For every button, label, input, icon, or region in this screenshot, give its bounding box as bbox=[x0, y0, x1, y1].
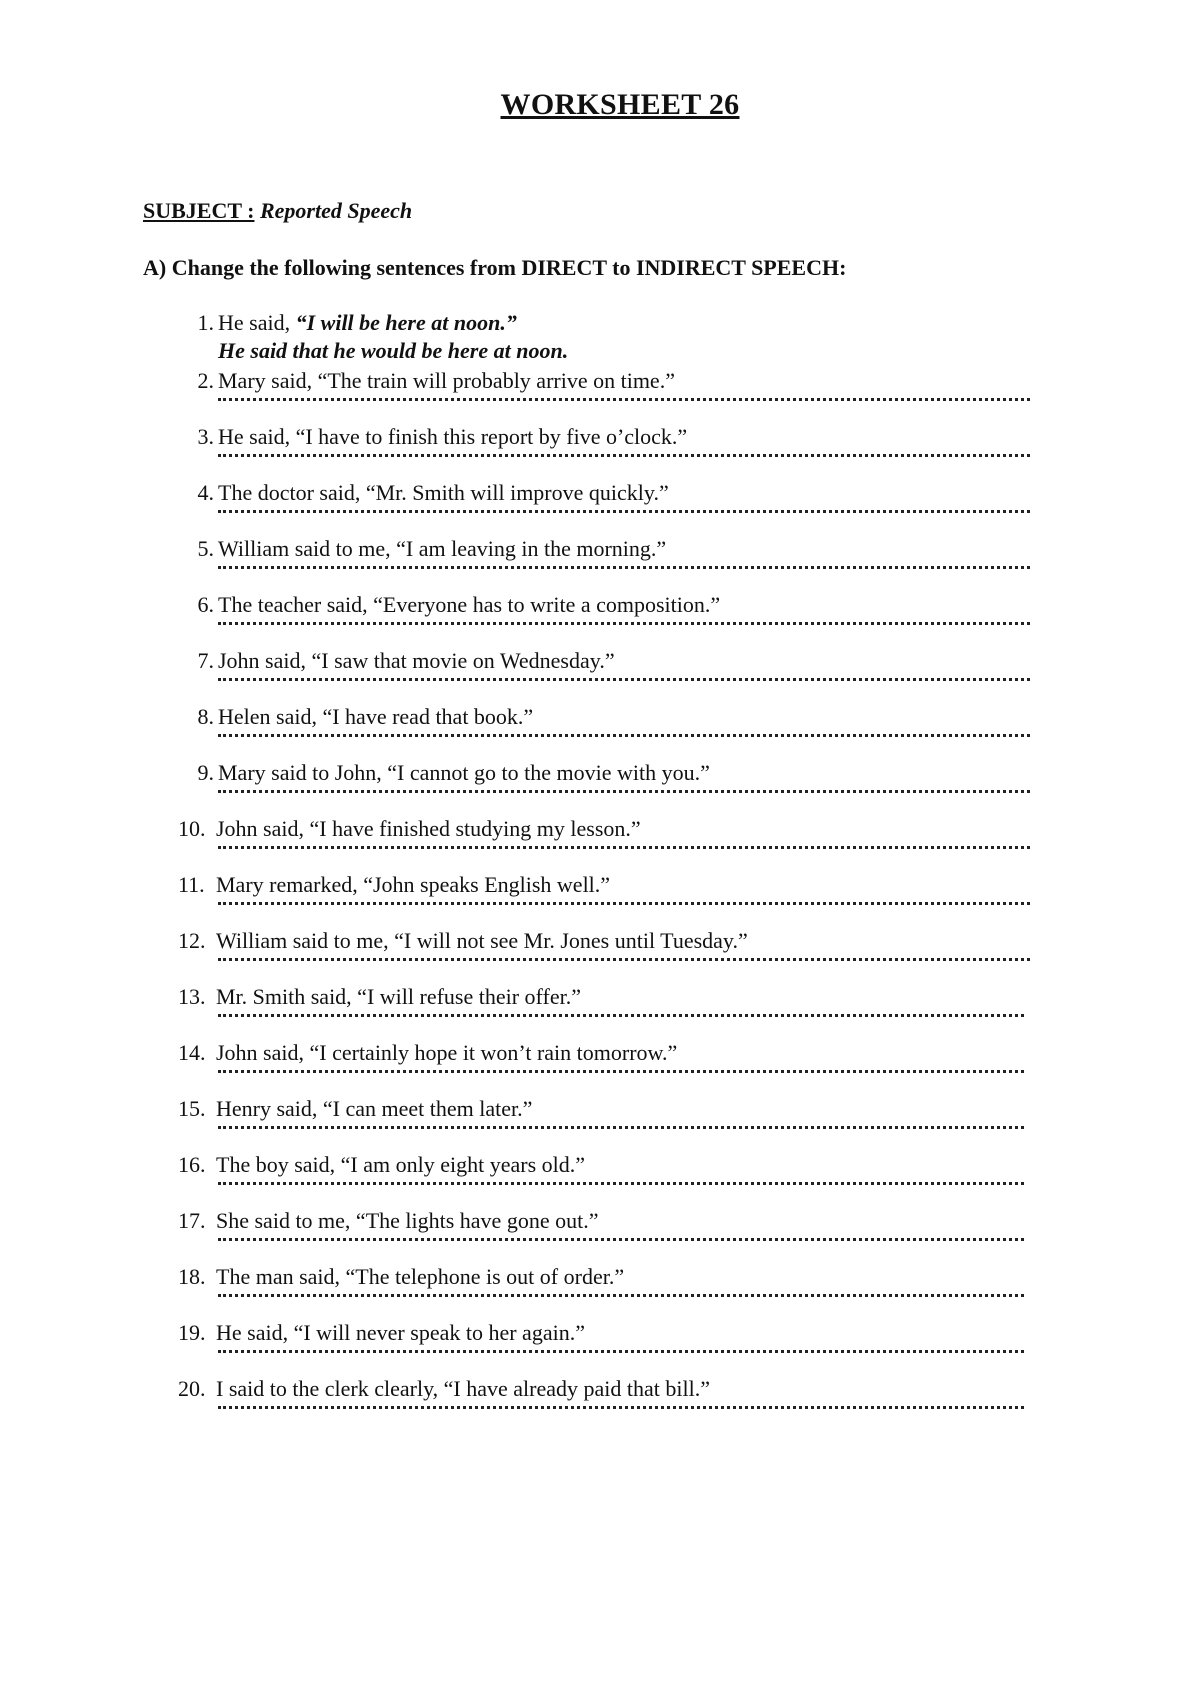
question-text: John said, “I saw that movie on Wednesday.” bbox=[218, 648, 615, 673]
question-item bbox=[178, 536, 1038, 592]
question-number: 8. bbox=[197, 704, 214, 729]
subject-value: Reported Speech bbox=[259, 198, 413, 223]
question-item bbox=[178, 984, 1038, 1040]
answer-dotted-line[interactable] bbox=[218, 1348, 1024, 1353]
question-item bbox=[178, 1320, 1038, 1376]
question-number: 3. bbox=[197, 424, 214, 449]
question-item bbox=[178, 928, 1038, 984]
question-text: Mr. Smith said, “I will refuse their offer.” bbox=[216, 984, 581, 1009]
question-text: Mary said, “The train will probably arrive on time.” bbox=[218, 368, 675, 393]
question-text: William said to me, “I will not see Mr. Jones until Tuesday.” bbox=[216, 928, 748, 953]
question-number: 6. bbox=[197, 592, 214, 617]
answer-dotted-line[interactable] bbox=[218, 956, 1030, 961]
question-text: She said to me, “The lights have gone out.” bbox=[216, 1208, 599, 1233]
subject-label: SUBJECT : bbox=[143, 198, 255, 223]
question-item bbox=[178, 1376, 1038, 1432]
question-text: The boy said, “I am only eight years old.” bbox=[216, 1152, 586, 1177]
example-answer: He said that he would be here at noon. bbox=[218, 338, 569, 363]
question-number: 11. bbox=[178, 872, 205, 897]
question-item bbox=[178, 648, 1038, 704]
question-number: 12. bbox=[178, 928, 206, 953]
question-number: 5. bbox=[197, 536, 214, 561]
question-number: 15. bbox=[178, 1096, 206, 1121]
question-text: He said, “I will never speak to her again.” bbox=[216, 1320, 585, 1345]
question-text: The man said, “The telephone is out of order.” bbox=[216, 1264, 625, 1289]
question-number: 20. bbox=[178, 1376, 206, 1401]
answer-dotted-line[interactable] bbox=[218, 788, 1030, 793]
question-item bbox=[178, 480, 1038, 536]
question-text: John said, “I certainly hope it won’t rain tomorrow.” bbox=[216, 1040, 678, 1065]
question-number: 7. bbox=[197, 648, 214, 673]
answer-dotted-line[interactable] bbox=[218, 1124, 1024, 1129]
answer-dotted-line[interactable] bbox=[218, 1012, 1024, 1017]
answer-dotted-line[interactable] bbox=[218, 1236, 1024, 1241]
question-number: 4. bbox=[197, 480, 214, 505]
answer-dotted-line[interactable] bbox=[218, 1180, 1024, 1185]
question-item bbox=[178, 704, 1038, 760]
instruction-heading: A) Change the following sentences from DIRECT to INDIRECT SPEECH: bbox=[143, 255, 847, 280]
question-number: 2. bbox=[197, 368, 214, 393]
question-item bbox=[178, 1040, 1038, 1096]
question-item bbox=[178, 592, 1038, 648]
answer-dotted-line[interactable] bbox=[218, 396, 1030, 401]
question-number: 1. bbox=[197, 310, 214, 335]
question-number: 10. bbox=[178, 816, 206, 841]
example-question bbox=[178, 310, 1038, 368]
answer-dotted-line[interactable] bbox=[218, 1292, 1024, 1297]
answer-dotted-line[interactable] bbox=[218, 452, 1030, 457]
example-lead: He said, bbox=[218, 310, 296, 335]
question-item bbox=[178, 424, 1038, 480]
question-item bbox=[178, 368, 1038, 424]
question-number: 16. bbox=[178, 1152, 206, 1177]
question-item bbox=[178, 760, 1038, 816]
question-item bbox=[178, 1264, 1038, 1320]
question-text: John said, “I have finished studying my lesson.” bbox=[216, 816, 641, 841]
example-quote: “I will be here at noon.” bbox=[295, 310, 517, 335]
page-title: WORKSHEET 26 bbox=[500, 88, 740, 121]
question-number: 19. bbox=[178, 1320, 206, 1345]
answer-dotted-line[interactable] bbox=[218, 676, 1030, 681]
question-text: I said to the clerk clearly, “I have already paid that bill.” bbox=[216, 1376, 710, 1401]
question-item bbox=[178, 1096, 1038, 1152]
question-text: Mary said to John, “I cannot go to the movie with you.” bbox=[218, 760, 710, 785]
answer-dotted-line[interactable] bbox=[218, 564, 1030, 569]
question-text: The teacher said, “Everyone has to write a composition.” bbox=[218, 592, 721, 617]
answer-dotted-line[interactable] bbox=[218, 1404, 1024, 1409]
question-list bbox=[178, 310, 1038, 1432]
question-text: He said, “I have to finish this report by five o’clock.” bbox=[218, 424, 688, 449]
question-text: The doctor said, “Mr. Smith will improve quickly.” bbox=[218, 480, 669, 505]
subject-line bbox=[143, 198, 412, 224]
question-item bbox=[178, 1152, 1038, 1208]
answer-dotted-line[interactable] bbox=[218, 1068, 1024, 1073]
answer-dotted-line[interactable] bbox=[218, 732, 1030, 737]
question-number: 17. bbox=[178, 1208, 206, 1233]
question-number: 13. bbox=[178, 984, 206, 1009]
question-item bbox=[178, 872, 1038, 928]
question-item bbox=[178, 816, 1038, 872]
answer-dotted-line[interactable] bbox=[218, 620, 1030, 625]
question-text: William said to me, “I am leaving in the morning.” bbox=[218, 536, 667, 561]
question-number: 9. bbox=[197, 760, 214, 785]
question-text: Mary remarked, “John speaks English well.” bbox=[216, 872, 611, 897]
answer-dotted-line[interactable] bbox=[218, 900, 1030, 905]
question-item bbox=[178, 1208, 1038, 1264]
question-number: 14. bbox=[178, 1040, 206, 1065]
question-number: 18. bbox=[178, 1264, 206, 1289]
answer-dotted-line[interactable] bbox=[218, 508, 1030, 513]
question-text bbox=[218, 310, 517, 336]
answer-dotted-line[interactable] bbox=[218, 844, 1030, 849]
question-text: Helen said, “I have read that book.” bbox=[218, 704, 534, 729]
question-text: Henry said, “I can meet them later.” bbox=[216, 1096, 533, 1121]
